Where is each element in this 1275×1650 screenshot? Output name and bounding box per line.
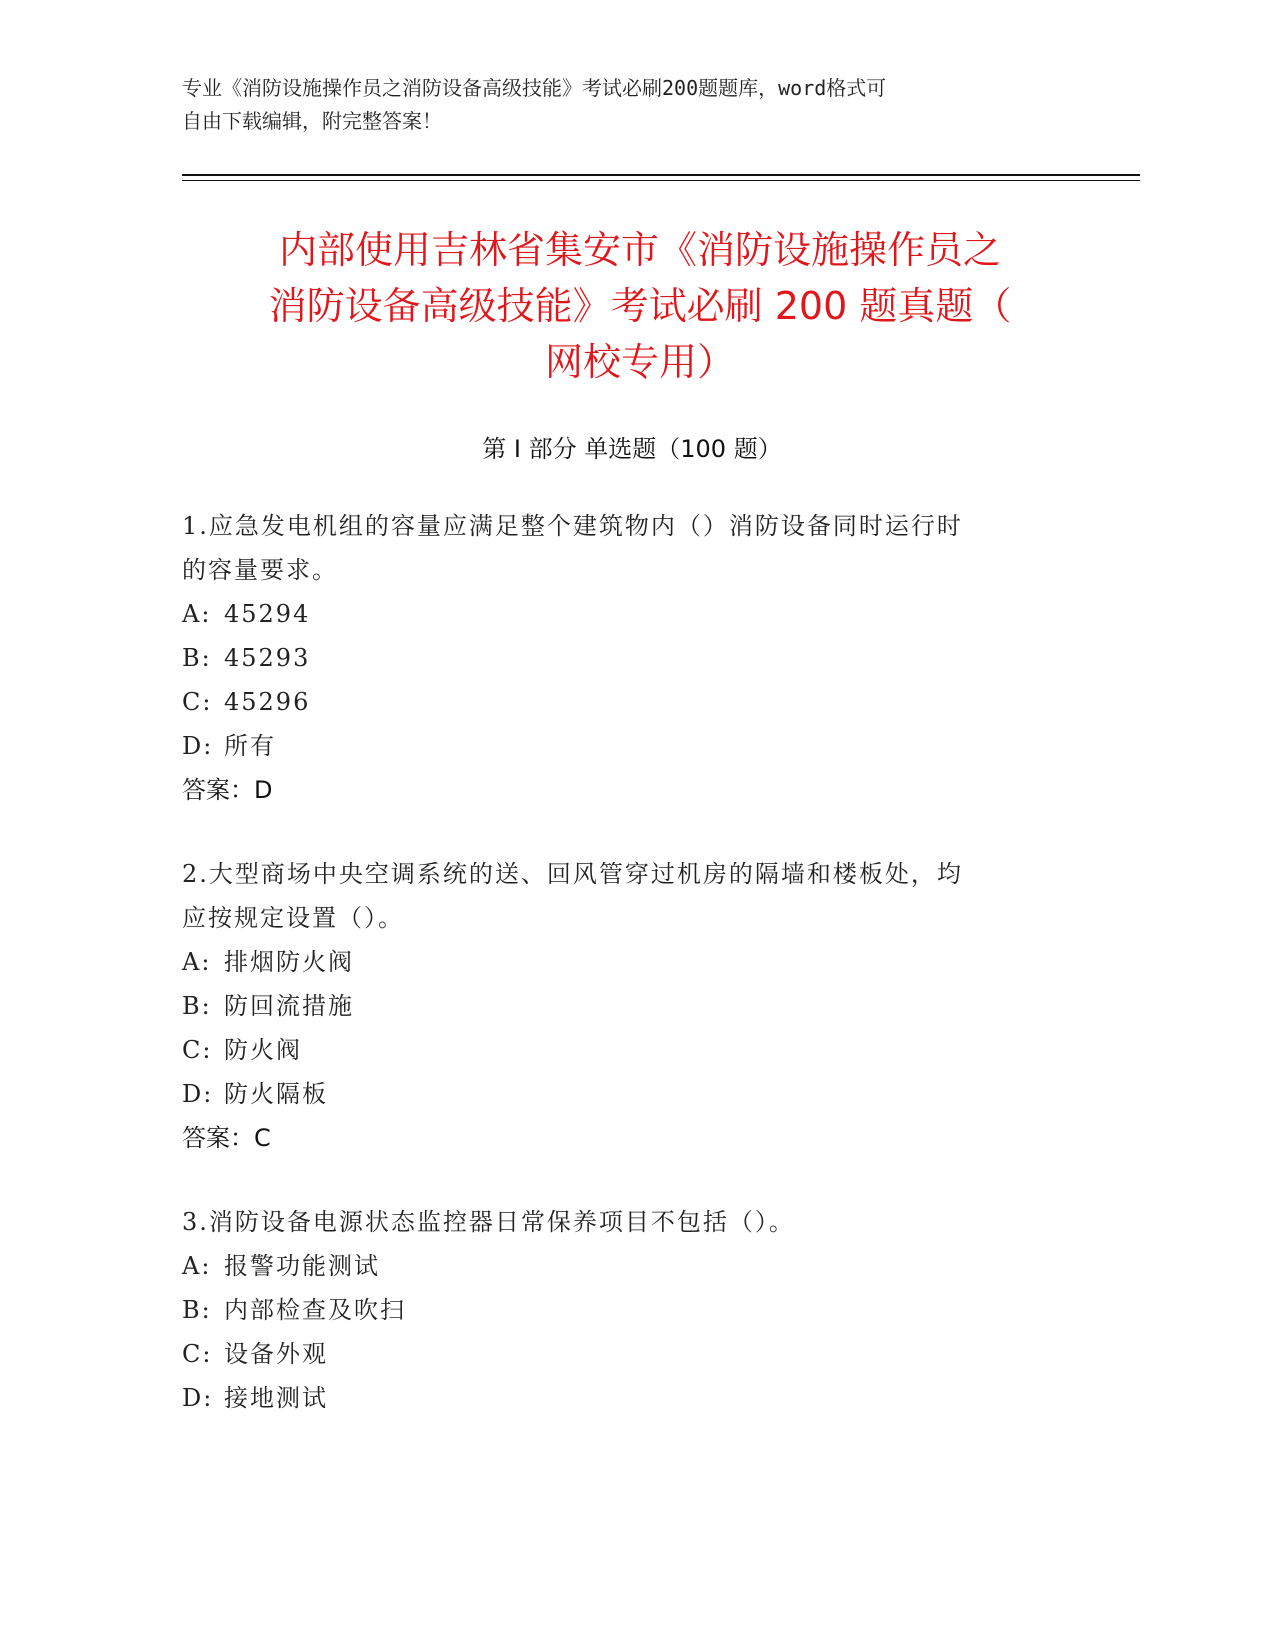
option-text: 所有: [224, 732, 276, 760]
option-text: 报警功能测试: [224, 1252, 380, 1280]
question-stem-line: 的容量要求。: [182, 556, 338, 584]
option-text: 45293: [224, 644, 311, 672]
question-stem-line: 应按规定设置（）。: [182, 904, 404, 932]
title-line: 内部使用吉林省集安市《消防设施操作员之: [278, 228, 1001, 272]
option-key: C:: [182, 1340, 213, 1368]
option-text: 45296: [224, 688, 311, 716]
option-text: 设备外观: [224, 1340, 328, 1368]
option-key: A:: [182, 600, 212, 628]
option-key: B:: [182, 644, 212, 672]
option-key: A:: [182, 948, 212, 976]
header-divider-thin: [182, 180, 1140, 181]
option-b: [182, 636, 1062, 680]
option-key: C:: [182, 1036, 213, 1064]
question-stem: [182, 504, 1062, 592]
section-title: 第 I 部分 单选题（100 题）: [482, 435, 782, 463]
option-text: 45294: [224, 600, 311, 628]
option-c: [182, 1028, 1062, 1072]
title-line: 消防设备高级技能》考试必刷 200 题真题（: [268, 284, 1012, 328]
question-3: [182, 1200, 1062, 1420]
question-1: [182, 504, 1062, 812]
option-d: [182, 1376, 1062, 1420]
question-stem: [182, 1200, 1062, 1244]
option-key: B:: [182, 1296, 212, 1324]
option-key: C:: [182, 688, 213, 716]
option-d: [182, 1072, 1062, 1116]
question-stem: [182, 852, 1062, 940]
header-note-line: 自由下载编辑，附完整答案！: [182, 109, 442, 133]
option-key: D:: [182, 1080, 214, 1108]
option-key: B:: [182, 992, 212, 1020]
option-c: [182, 1332, 1062, 1376]
answer-label: 答案：C: [182, 1124, 271, 1152]
option-b: [182, 984, 1062, 1028]
header-note-line: 专业《消防设施操作员之消防设备高级技能》考试必刷200题题库，word格式可: [182, 76, 887, 100]
option-text: 排烟防火阀: [224, 948, 354, 976]
option-a: [182, 1244, 1062, 1288]
question-stem-line: 1.应急发电机组的容量应满足整个建筑物内（）消防设备同时运行时: [182, 512, 963, 540]
option-b: [182, 1288, 1062, 1332]
option-key: D:: [182, 1384, 214, 1412]
document-title: [190, 222, 1090, 390]
option-d: [182, 724, 1062, 768]
question-stem-line: 3.消防设备电源状态监控器日常保养项目不包括（）。: [182, 1208, 795, 1236]
option-text: 防火隔板: [224, 1080, 328, 1108]
header-note: [182, 72, 1062, 138]
option-text: 内部检查及吹扫: [224, 1296, 406, 1324]
question-2: [182, 852, 1062, 1160]
option-key: A:: [182, 1252, 212, 1280]
title-line: 网校专用）: [544, 340, 735, 384]
header-divider: [182, 174, 1140, 176]
option-a: [182, 592, 1062, 636]
option-c: [182, 680, 1062, 724]
answer-label: 答案：D: [182, 776, 273, 804]
option-text: 接地测试: [224, 1384, 328, 1412]
question-stem-line: 2.大型商场中央空调系统的送、回风管穿过机房的隔墙和楼板处，均: [182, 860, 963, 888]
option-text: 防火阀: [224, 1036, 302, 1064]
option-key: D:: [182, 732, 214, 760]
option-a: [182, 940, 1062, 984]
option-text: 防回流措施: [224, 992, 354, 1020]
